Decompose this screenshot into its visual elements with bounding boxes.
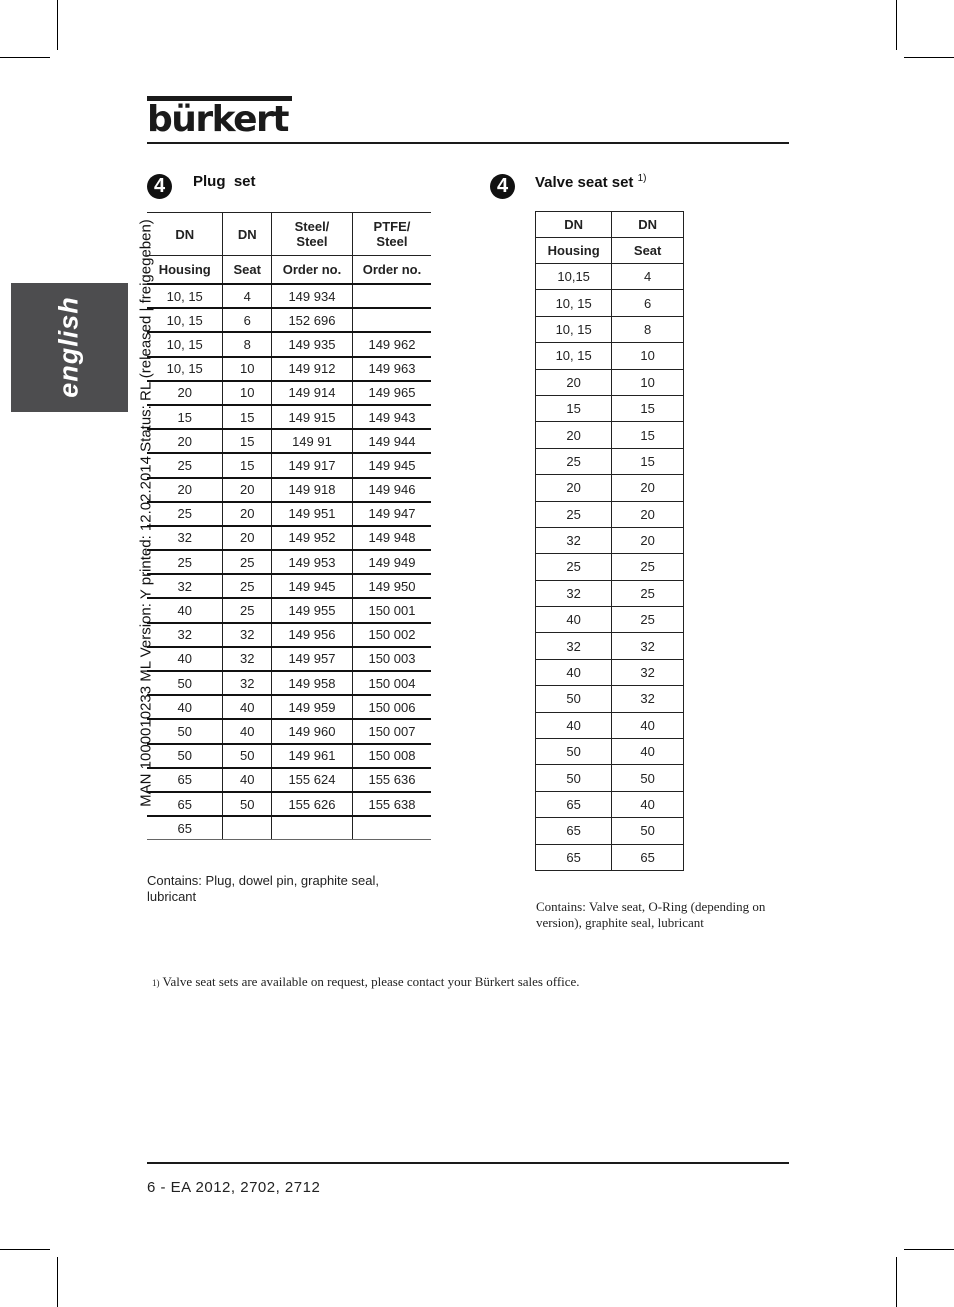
- table-cell: 50: [536, 765, 612, 791]
- footnote-reference: 1): [637, 173, 647, 184]
- table-row: [147, 357, 431, 381]
- table-cell: 15: [612, 395, 684, 421]
- table-cell: 149 958: [271, 671, 352, 695]
- table-cell: Housing: [147, 256, 223, 285]
- plug-set-title: Plug set: [193, 173, 256, 190]
- table-cell: Steel/ Steel: [271, 213, 352, 256]
- crop-mark: [0, 1249, 50, 1250]
- table-cell: 25: [223, 550, 272, 574]
- table-header-row: [536, 212, 684, 238]
- language-tab-label: english: [53, 296, 84, 398]
- table-cell: 20: [536, 475, 612, 501]
- table-cell: 15: [223, 429, 272, 453]
- table-cell: 40: [612, 791, 684, 817]
- table-cell: 10, 15: [147, 332, 223, 356]
- language-tab: [11, 283, 128, 412]
- table-cell: 25: [612, 607, 684, 633]
- table-cell: 50: [147, 671, 223, 695]
- logo-wordmark: bürkert: [147, 99, 289, 140]
- table-cell: 40: [147, 647, 223, 671]
- table-cell: 155 624: [271, 768, 352, 792]
- table-cell: 15: [223, 453, 272, 477]
- table-cell: 15: [612, 422, 684, 448]
- table-cell: 149 947: [352, 502, 431, 526]
- table-cell: 149 961: [271, 744, 352, 768]
- table-cell: 149 950: [352, 574, 431, 598]
- table-cell: 25: [147, 453, 223, 477]
- table-row: [536, 712, 684, 738]
- table-row: [536, 818, 684, 844]
- table-cell: 15: [147, 405, 223, 429]
- valve-seat-set-title-text: Valve seat set: [535, 174, 634, 191]
- crop-mark: [896, 1257, 897, 1307]
- table-cell: 152 696: [271, 308, 352, 332]
- table-cell: 20: [223, 502, 272, 526]
- table-cell: 150 007: [352, 719, 431, 743]
- table-row: [536, 264, 684, 290]
- table-cell: 10, 15: [536, 290, 612, 316]
- table-row: [147, 453, 431, 477]
- table-cell: 149 914: [271, 381, 352, 405]
- table-cell: 15: [612, 448, 684, 474]
- table-cell: 25: [536, 448, 612, 474]
- table-cell: 149 959: [271, 695, 352, 719]
- table-cell: 10: [223, 381, 272, 405]
- table-cell: 149 951: [271, 502, 352, 526]
- table-cell: 50: [147, 719, 223, 743]
- table-cell: 149 945: [352, 453, 431, 477]
- table-cell: 65: [536, 844, 612, 870]
- table-cell: 149 935: [271, 332, 352, 356]
- table-cell: 149 948: [352, 526, 431, 550]
- table-cell: 149 962: [352, 332, 431, 356]
- table-cell: 149 960: [271, 719, 352, 743]
- table-row: [536, 633, 684, 659]
- table-cell: 65: [536, 818, 612, 844]
- table-cell: 149 917: [271, 453, 352, 477]
- table-row: [536, 607, 684, 633]
- table-cell: 149 945: [271, 574, 352, 598]
- table-row: [147, 429, 431, 453]
- table-cell: 40: [612, 712, 684, 738]
- table-cell: 20: [147, 478, 223, 502]
- table-row: [147, 695, 431, 719]
- table-row: [147, 502, 431, 526]
- table-cell: 32: [223, 623, 272, 647]
- table-row: [536, 580, 684, 606]
- table-row: [147, 308, 431, 332]
- table-cell: 32: [147, 526, 223, 550]
- table-cell: 149 943: [352, 405, 431, 429]
- table-row: [536, 554, 684, 580]
- table-cell: 149 918: [271, 478, 352, 502]
- table-cell: 15: [223, 405, 272, 429]
- crop-mark: [896, 0, 897, 50]
- table-cell: 6: [612, 290, 684, 316]
- table-cell: 50: [536, 686, 612, 712]
- valve-seat-set-contents-note: Contains: Valve seat, O-Ring (depending on version), graphite seal, lubricant: [536, 899, 766, 930]
- table-cell: 10,15: [536, 264, 612, 290]
- table-cell: 32: [612, 659, 684, 685]
- table-cell: 150 008: [352, 744, 431, 768]
- table-row: [536, 369, 684, 395]
- footnote-mark: 1): [152, 978, 160, 988]
- table-cell: DN: [536, 212, 612, 238]
- table-cell: DN: [223, 213, 272, 256]
- table-row: [147, 550, 431, 574]
- table-cell: 150 002: [352, 623, 431, 647]
- table-cell: 149 956: [271, 623, 352, 647]
- table-cell: 25: [612, 554, 684, 580]
- table-cell: 10, 15: [536, 343, 612, 369]
- table-cell: 25: [536, 501, 612, 527]
- table-cell: 4: [612, 264, 684, 290]
- table-cell: 32: [536, 580, 612, 606]
- table-row: [536, 791, 684, 817]
- table-cell: 8: [612, 316, 684, 342]
- table-cell: 65: [147, 792, 223, 816]
- table-subheader-row: [536, 238, 684, 264]
- table-cell: 50: [223, 792, 272, 816]
- table-cell: 155 636: [352, 768, 431, 792]
- table-cell: 149 934: [271, 284, 352, 308]
- table-row: [536, 343, 684, 369]
- table-cell: 32: [536, 527, 612, 553]
- table-row: [147, 598, 431, 622]
- table-cell: 40: [147, 695, 223, 719]
- crop-mark: [0, 57, 50, 58]
- document-status-stamp: MAN 1000010233 ML Version: Y printed: 12.02.2014 Status: RL (released | freigegeben): [137, 219, 155, 807]
- table-cell: 20: [147, 381, 223, 405]
- table-cell: 150 004: [352, 671, 431, 695]
- table-cell: 20: [223, 478, 272, 502]
- table-cell: [223, 816, 272, 840]
- table-cell: 15: [536, 395, 612, 421]
- valve-seat-set-table: [535, 211, 684, 871]
- table-cell: 10: [612, 369, 684, 395]
- table-cell: 20: [612, 501, 684, 527]
- table-row: [536, 844, 684, 870]
- crop-mark: [904, 1249, 954, 1250]
- table-cell: 10, 15: [536, 316, 612, 342]
- table-cell: 149 949: [352, 550, 431, 574]
- table-cell: DN: [147, 213, 223, 256]
- table-row: [536, 686, 684, 712]
- table-cell: 65: [147, 768, 223, 792]
- table-cell: 40: [223, 768, 272, 792]
- table-cell: 149 963: [352, 357, 431, 381]
- footnote: [152, 974, 580, 990]
- crop-mark: [57, 0, 58, 50]
- table-cell: Housing: [536, 238, 612, 264]
- table-cell: PTFE/ Steel: [352, 213, 431, 256]
- table-cell: 50: [536, 739, 612, 765]
- table-row: [536, 501, 684, 527]
- burkert-logo: [147, 96, 292, 140]
- table-cell: [352, 284, 431, 308]
- table-cell: 20: [536, 422, 612, 448]
- table-subheader-row: [147, 256, 431, 285]
- table-cell: 50: [147, 744, 223, 768]
- item-number-badge: 4: [147, 174, 172, 199]
- table-row: [147, 478, 431, 502]
- table-cell: 149 91: [271, 429, 352, 453]
- table-cell: 149 946: [352, 478, 431, 502]
- table-cell: 20: [223, 526, 272, 550]
- table-cell: 149 952: [271, 526, 352, 550]
- table-row: [147, 574, 431, 598]
- table-cell: 150 003: [352, 647, 431, 671]
- table-cell: 149 915: [271, 405, 352, 429]
- table-row: [536, 316, 684, 342]
- table-row: [536, 659, 684, 685]
- table-cell: 32: [147, 574, 223, 598]
- table-cell: 149 957: [271, 647, 352, 671]
- table-cell: Seat: [612, 238, 684, 264]
- table-cell: 149 965: [352, 381, 431, 405]
- table-cell: 6: [223, 308, 272, 332]
- crop-mark: [57, 1257, 58, 1307]
- item-number-badge: 4: [490, 174, 515, 199]
- table-cell: 40: [536, 659, 612, 685]
- table-cell: 65: [612, 844, 684, 870]
- table-cell: 10, 15: [147, 308, 223, 332]
- table-row: [147, 381, 431, 405]
- table-cell: 50: [612, 818, 684, 844]
- table-cell: 155 638: [352, 792, 431, 816]
- table-cell: 40: [223, 695, 272, 719]
- table-cell: 32: [612, 633, 684, 659]
- table-cell: 50: [612, 765, 684, 791]
- valve-seat-set-title: [535, 173, 647, 191]
- table-cell: 25: [223, 574, 272, 598]
- table-cell: 149 955: [271, 598, 352, 622]
- table-row: [536, 527, 684, 553]
- table-cell: 25: [223, 598, 272, 622]
- table-cell: [271, 816, 352, 840]
- table-row: [536, 422, 684, 448]
- table-header-row: [147, 213, 431, 256]
- table-cell: 32: [223, 671, 272, 695]
- table-row: [147, 647, 431, 671]
- table-row: [147, 526, 431, 550]
- table-cell: 40: [223, 719, 272, 743]
- table-cell: 32: [147, 623, 223, 647]
- footer-rule: [147, 1162, 789, 1164]
- table-row: [147, 284, 431, 308]
- table-row: [147, 768, 431, 792]
- table-row: [536, 448, 684, 474]
- plug-set-contents-note: Contains: Plug, dowel pin, graphite seal, lubricant: [147, 873, 379, 904]
- table-cell: 65: [536, 791, 612, 817]
- table-cell: 40: [536, 712, 612, 738]
- table-cell: Seat: [223, 256, 272, 285]
- table-cell: 149 944: [352, 429, 431, 453]
- table-cell: 20: [612, 475, 684, 501]
- table-row: [147, 332, 431, 356]
- table-cell: 40: [147, 598, 223, 622]
- table-row: [147, 719, 431, 743]
- table-cell: 25: [536, 554, 612, 580]
- table-cell: 149 953: [271, 550, 352, 574]
- table-cell: 25: [147, 550, 223, 574]
- table-row: [147, 623, 431, 647]
- table-row: [536, 395, 684, 421]
- table-cell: 40: [536, 607, 612, 633]
- header-rule: [147, 142, 789, 144]
- table-cell: 10: [612, 343, 684, 369]
- table-row: [536, 475, 684, 501]
- table-cell: [352, 308, 431, 332]
- footnote-text: Valve seat sets are available on request, please contact your Bürkert sales office.: [162, 974, 580, 989]
- table-cell: 4: [223, 284, 272, 308]
- table-cell: 65: [147, 816, 223, 840]
- table-cell: 32: [612, 686, 684, 712]
- table-cell: 32: [536, 633, 612, 659]
- table-cell: 10, 15: [147, 357, 223, 381]
- plug-set-table: [147, 212, 431, 840]
- table-cell: 40: [612, 739, 684, 765]
- table-cell: Order no.: [271, 256, 352, 285]
- table-row: [147, 816, 431, 840]
- table-cell: 25: [147, 502, 223, 526]
- table-row: [536, 290, 684, 316]
- table-cell: 20: [147, 429, 223, 453]
- table-cell: 20: [612, 527, 684, 553]
- table-row: [147, 671, 431, 695]
- table-cell: 150 001: [352, 598, 431, 622]
- table-cell: 50: [223, 744, 272, 768]
- table-cell: 32: [223, 647, 272, 671]
- table-cell: [352, 816, 431, 840]
- table-row: [536, 765, 684, 791]
- table-cell: 10: [223, 357, 272, 381]
- table-cell: 8: [223, 332, 272, 356]
- table-cell: 150 006: [352, 695, 431, 719]
- table-cell: 155 626: [271, 792, 352, 816]
- table-row: [147, 405, 431, 429]
- table-cell: Order no.: [352, 256, 431, 285]
- table-cell: 10, 15: [147, 284, 223, 308]
- table-cell: 25: [612, 580, 684, 606]
- page-footer: 6 - EA 2012, 2702, 2712: [147, 1179, 321, 1196]
- table-cell: DN: [612, 212, 684, 238]
- crop-mark: [904, 57, 954, 58]
- table-cell: 149 912: [271, 357, 352, 381]
- table-row: [147, 792, 431, 816]
- table-row: [536, 739, 684, 765]
- table-cell: 20: [536, 369, 612, 395]
- table-row: [147, 744, 431, 768]
